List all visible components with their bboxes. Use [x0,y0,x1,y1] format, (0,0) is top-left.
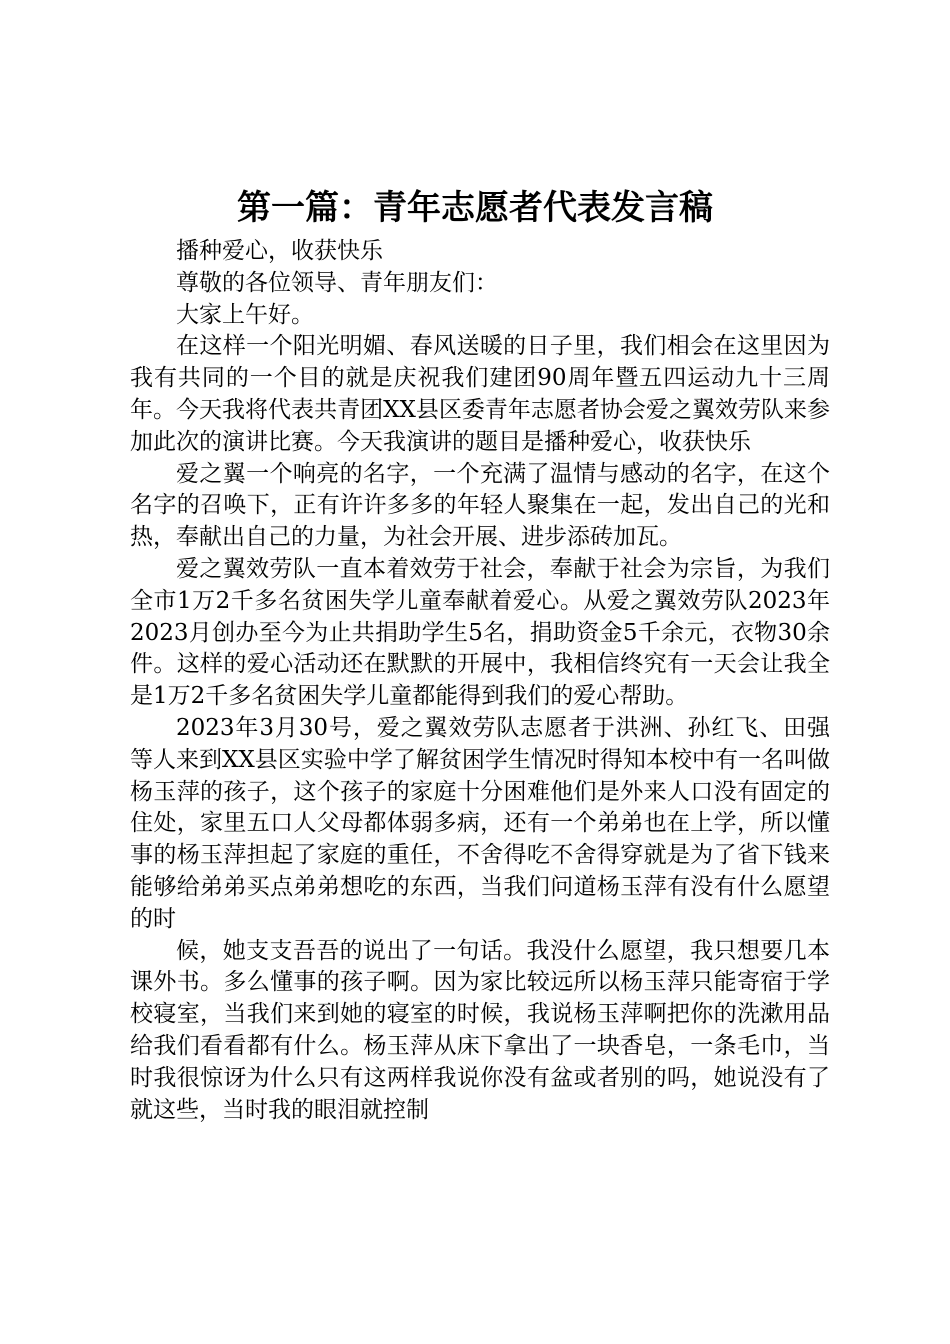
document-body [130,236,830,1126]
paragraph-salutation: 尊敬的各位领导、青年朋友们： [176,269,498,296]
paragraph: 2023年3月30号，爱之翼效劳队志愿者于洪洲、孙红飞、田强等人来到XX县区实验中学了解贫困学生情况时得知本校中有一名叫做杨玉萍的孩子，这个孩子的家庭十分困难他们是外来人口没有固定的住处，家里五口人父母都体弱多病，还有一个弟弟也在上学，所以懂事的杨玉萍担起了家庭的重任，不舍得吃不舍得穿就是为了省下钱来能够给弟弟买点弟弟想吃的东西，当我们问道杨玉萍有没有什么愿望的时 [130,714,830,932]
document-title: 第一篇：青年志愿者代表发言稿 [237,188,713,228]
paragraph: 候，她支支吾吾的说出了一句话。我没什么愿望，我只想要几本课外书。多么懂事的孩子啊。因为家比较远所以杨玉萍只能寄宿于学校寝室，当我们来到她的寝室的时候，我说杨玉萍啊把你的洗漱用品给我们看看都有什么。杨玉萍从床下拿出了一块香皂，一条毛巾，当时我很惊讶为什么只有这两样我说你没有盆或者别的吗，她说没有了就这些，当时我的眼泪就控制 [130,937,830,1123]
paragraph: 爱之翼一个响亮的名字，一个充满了温情与感动的名字，在这个名字的召唤下，正有许许多多的年轻人聚集在一起，发出自己的光和热，奉献出自己的力量，为社会开展、进步添砖加瓦。 [130,460,830,551]
paragraph-subtitle: 播种爱心，收获快乐 [176,238,383,264]
paragraph-greeting: 大家上午好。 [176,301,314,328]
paragraph: 爱之翼效劳队一直本着效劳于社会，奉献于社会为宗旨，为我们全市1万2千多名贫困失学儿童奉献着爱心。从爱之翼效劳队2023年2023月创办至今为止共捐助学生5名，捐助资金5千余元，衣物30余件。这样的爱心活动还在默默的开展中，我相信终究有一天会让我全是1万2千多名贫困失学儿童都能得到我们的爱心帮助。 [130,555,830,710]
paragraph: 在这样一个阳光明媚、春风送暖的日子里，我们相会在这里因为我有共同的一个目的就是庆祝我们建团90周年暨五四运动九十三周年。今天我将代表共青团XX县区委青年志愿者协会爱之翼效劳队来参加此次的演讲比赛。今天我演讲的题目是播种爱心，收获快乐 [130,333,830,455]
